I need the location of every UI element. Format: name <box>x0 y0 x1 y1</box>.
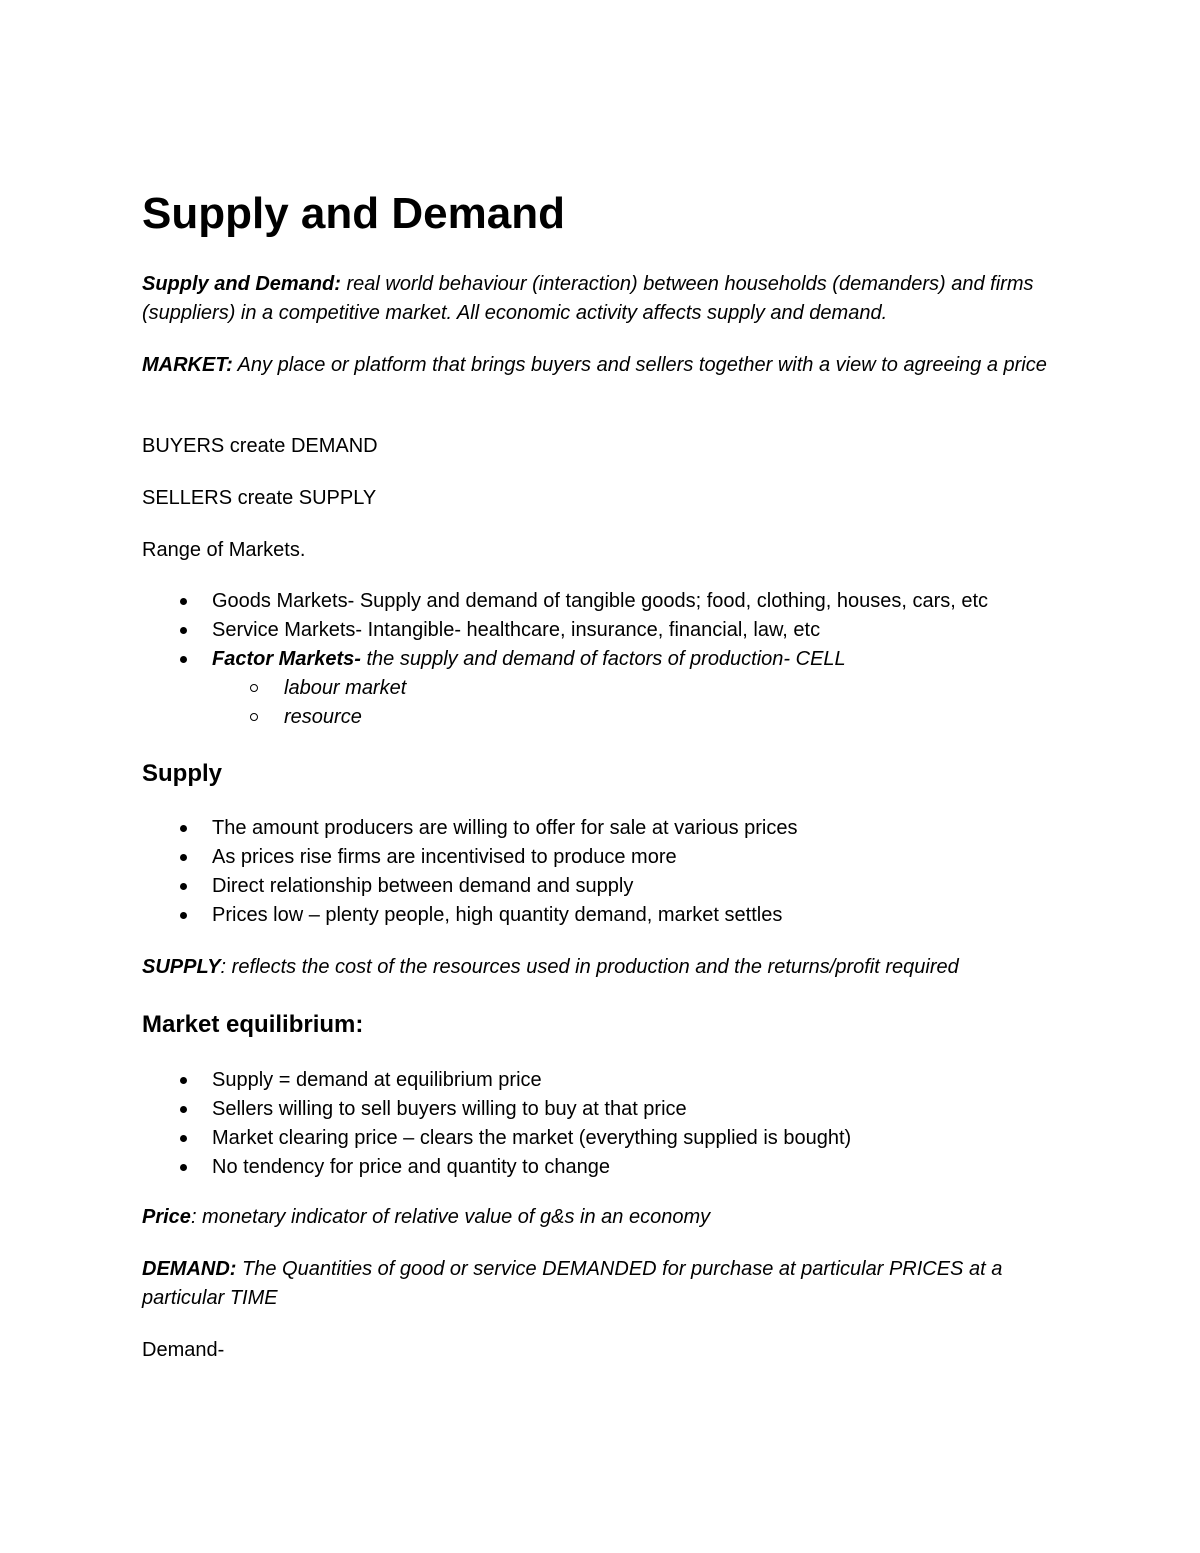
factor-markets-term: Factor Markets- <box>212 648 361 670</box>
hollow-bullet-icon <box>250 713 258 721</box>
list-item <box>142 587 1062 616</box>
list-item <box>142 1095 1062 1124</box>
list-item <box>142 645 1062 674</box>
bullet-icon <box>180 1164 187 1171</box>
price-text: : monetary indicator of relative value of g&s in an economy <box>190 1206 711 1228</box>
list-item <box>142 843 1062 872</box>
sub-list-item-text: labour market <box>284 677 407 699</box>
supply-term: SUPPLY <box>142 956 221 978</box>
price-definition <box>142 1203 1062 1232</box>
list-item <box>142 616 1062 645</box>
equilibrium-heading: Market equilibrium: <box>142 1011 364 1038</box>
intro-text: real world behaviour (interaction) between households (demanders) and firms (suppliers) in a competitive market. All economic activity affects supply and demand. <box>142 273 1034 324</box>
sub-list-item <box>142 703 1062 732</box>
range-heading: Range of Markets. <box>142 539 306 561</box>
list-item-text: Market clearing price – clears the market (everything supplied is bought) <box>212 1127 852 1149</box>
bullet-icon <box>180 1106 187 1113</box>
bullet-icon <box>180 598 187 605</box>
list-item <box>142 872 1062 901</box>
list-item-text: As prices rise firms are incentivised to produce more <box>212 846 677 868</box>
list-item-text: Service Markets- Intangible- healthcare, insurance, financial, law, etc <box>212 619 821 641</box>
markets-list <box>142 587 1062 732</box>
supply-list <box>142 814 1062 930</box>
bullet-icon <box>180 883 187 890</box>
demand-term: DEMAND: <box>142 1258 237 1280</box>
buyers-line: BUYERS create DEMAND <box>142 435 378 457</box>
bullet-icon <box>180 1135 187 1142</box>
page-title: Supply and Demand <box>142 189 565 238</box>
intro-term: Supply and Demand: <box>142 273 341 295</box>
list-item-text: No tendency for price and quantity to change <box>212 1156 611 1178</box>
list-item-text: Direct relationship between demand and supply <box>212 875 634 897</box>
demand-definition <box>142 1255 1062 1313</box>
list-item-text: Goods Markets- Supply and demand of tangible goods; food, clothing, houses, cars, etc <box>212 590 989 612</box>
supply-text: : reflects the cost of the resources used in production and the returns/profit required <box>220 956 959 978</box>
bullet-icon <box>180 854 187 861</box>
market-term: MARKET: <box>142 354 233 376</box>
intro-definition <box>142 270 1062 328</box>
list-item-text: Sellers willing to sell buyers willing to buy at that price <box>212 1098 687 1120</box>
demand-tail: Demand- <box>142 1339 225 1361</box>
equilibrium-list <box>142 1066 1062 1182</box>
sellers-line: SELLERS create SUPPLY <box>142 487 377 509</box>
bullet-icon <box>180 627 187 634</box>
list-item <box>142 814 1062 843</box>
supply-definition <box>142 953 1062 982</box>
list-item <box>142 901 1062 930</box>
sub-list-item <box>142 674 1062 703</box>
list-item <box>142 1124 1062 1153</box>
list-item-text: Prices low – plenty people, high quantity demand, market settles <box>212 904 783 926</box>
list-item <box>142 1066 1062 1095</box>
bullet-icon <box>180 825 187 832</box>
supply-heading: Supply <box>142 760 223 787</box>
list-item <box>142 1153 1062 1182</box>
bullet-icon <box>180 1077 187 1084</box>
sub-list-item-text: resource <box>284 706 362 728</box>
demand-text: The Quantities of good or service DEMANDED for purchase at particular PRICES at a particular TIME <box>142 1258 1003 1309</box>
market-text: Any place or platform that brings buyers and sellers together with a view to agreeing a price <box>232 354 1047 376</box>
list-item-text: Supply = demand at equilibrium price <box>212 1069 542 1091</box>
price-term: Price <box>142 1206 191 1228</box>
list-item-text: The amount producers are willing to offer for sale at various prices <box>212 817 798 839</box>
bullet-icon <box>180 656 187 663</box>
factor-markets-text: the supply and demand of factors of production- CELL <box>360 648 846 670</box>
market-definition <box>142 351 1062 380</box>
bullet-icon <box>180 912 187 919</box>
hollow-bullet-icon <box>250 684 258 692</box>
